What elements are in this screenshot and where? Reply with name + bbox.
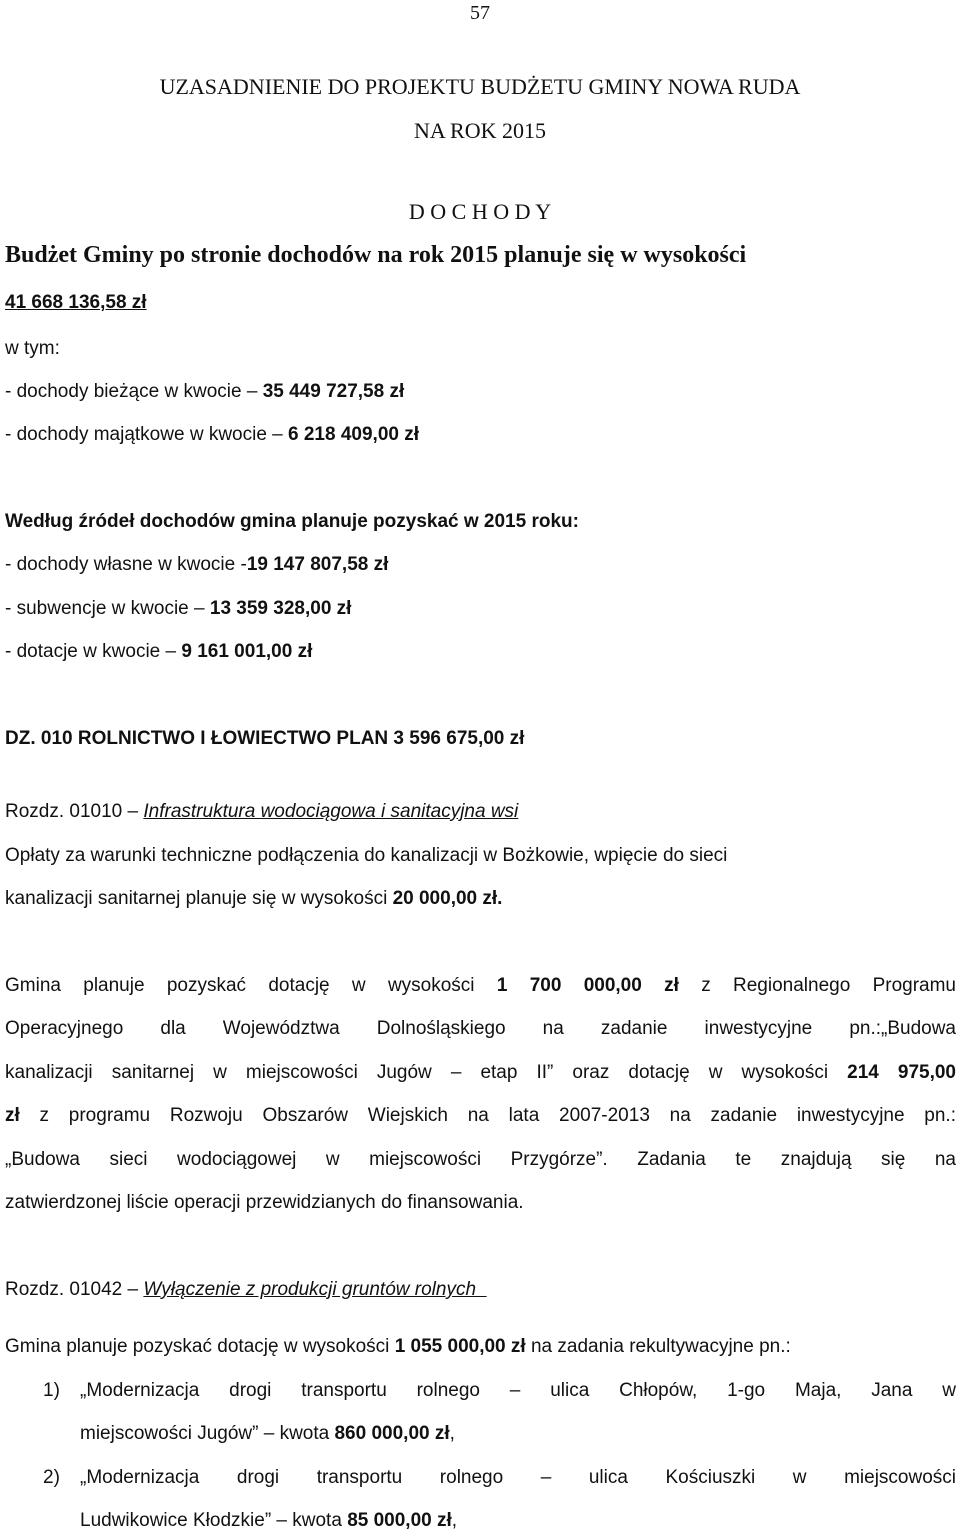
rozdz-01010-prefix: Rozdz. 01010 –: [5, 801, 144, 822]
own-income-label: - dochody własne w kwocie -: [5, 554, 247, 575]
grants-label: - dotacje w kwocie –: [5, 641, 182, 662]
rozdz-01010-heading: [5, 801, 518, 823]
document-title-line1: UZASADNIENIE DO PROJEKTU BUDŻETU GMINY NOWA RUDA: [159, 74, 801, 99]
p2-l4-text: z programu Rozwoju Obszarów Wiejskich na lata 2007-2013 na zadanie inwestycyjne pn.:: [19, 1105, 956, 1126]
capital-income-line: [5, 424, 419, 446]
p2-l3-amount: 214 975,00: [847, 1062, 956, 1083]
subsidies-label: - subwencje w kwocie –: [5, 598, 210, 619]
budget-intro: Budżet Gminy po stronie dochodów na rok 2015 planuje się w wysokości: [5, 242, 747, 268]
capital-income-amount: 6 218 409,00 zł: [288, 424, 420, 445]
paragraph-2-line-1: [5, 975, 956, 997]
w-tym-label: w tym:: [5, 338, 60, 359]
list-item-2-comma: ,: [451, 1510, 458, 1531]
p2-l3-text: kanalizacji sanitarnej w miejscowości Jugów – etap II” oraz dotację w wysokości: [5, 1062, 848, 1083]
paragraph-1-line-1: Opłaty za warunki techniczne podłączenia do kanalizacji w Bożkowie, wpięcie do sieci: [5, 845, 728, 866]
own-income-line: [5, 554, 388, 576]
paragraph-2-line-5: „Budowa sieci wodociągowej w miejscowości Przygórze”. Zadania te znajdują się na: [5, 1149, 956, 1170]
section-heading-dochody: D O C H O D Y: [408, 199, 552, 224]
paragraph-2-line-3: [5, 1062, 956, 1084]
list-item-1-line-1: „Modernizacja drogi transportu rolnego – ulica Chłopów, 1-go Maja, Jana w: [80, 1380, 956, 1401]
grants-amount: 9 161 001,00 zł: [181, 641, 313, 662]
budget-total: 41 668 136,58 zł: [5, 292, 147, 313]
p3-amount: 1 055 000,00 zł: [394, 1336, 526, 1357]
list-item-1-line-2: [80, 1423, 455, 1445]
paragraph-2-line-6: zatwierdzonej liście operacji przewidzianych do finansowania.: [5, 1192, 524, 1213]
p2-l1-amount: 1 700 000,00 zł: [496, 975, 679, 996]
list-item-1-amount: 860 000,00 zł: [334, 1423, 450, 1444]
p2-l1-rest: z Regionalnego Programu: [678, 975, 957, 996]
list-item-2-amount: 85 000,00 zł: [347, 1510, 452, 1531]
paragraph-1-line-2: [5, 888, 502, 910]
paragraph-2-line-4: [5, 1105, 956, 1127]
document-title-line2: NA ROK 2015: [413, 118, 546, 143]
current-income-label: - dochody bieżące w kwocie –: [5, 381, 263, 402]
subsidies-line: [5, 598, 351, 620]
rozdz-01042-title: Wyłączenie z produkcji gruntów rolnych: [143, 1279, 487, 1300]
p1-amount: 20 000,00 zł.: [392, 888, 503, 909]
own-income-amount: 19 147 807,58 zł: [246, 554, 389, 575]
current-income-line: [5, 381, 404, 403]
current-income-amount: 35 449 727,58 zł: [262, 381, 405, 402]
p3-text: Gmina planuje pozyskać dotację w wysokości: [5, 1336, 395, 1357]
subsidies-amount: 13 359 328,00 zł: [209, 598, 352, 619]
p1-text: kanalizacji sanitarnej planuje się w wysokości: [5, 888, 393, 909]
dz-010-heading: DZ. 010 ROLNICTWO I ŁOWIECTWO PLAN 3 596 675,00 zł: [5, 728, 525, 749]
p2-l4-currency: zł: [5, 1105, 20, 1126]
list-item-1-text: miejscowości Jugów” – kwota: [80, 1423, 335, 1444]
p2-l1-text: Gmina planuje pozyskać dotację w wysokości: [5, 975, 497, 996]
list-item-2-line-2: [80, 1510, 457, 1532]
rozdz-01010-title: Infrastruktura wodociągowa i sanitacyjna wsi: [143, 801, 519, 822]
list-item-2-number: 2): [43, 1467, 60, 1488]
list-item-1-number: 1): [43, 1380, 60, 1401]
list-item-2-line-1: „Modernizacja drogi transportu rolnego – ulica Kościuszki w miejscowości: [80, 1467, 956, 1488]
list-item-2-text: Ludwikowice Kłodzkie” – kwota: [80, 1510, 348, 1531]
rozdz-01042-heading: [5, 1279, 487, 1301]
grants-line: [5, 641, 312, 663]
paragraph-3: [5, 1336, 791, 1358]
capital-income-label: - dochody majątkowe w kwocie –: [5, 424, 289, 445]
sources-heading: Według źródeł dochodów gmina planuje pozyskać w 2015 roku:: [5, 511, 579, 532]
p3-rest: na zadania rekultywacyjne pn.:: [525, 1336, 791, 1357]
paragraph-2-line-2: Operacyjnego dla Województwa Dolnośląskiego na zadanie inwestycyjne pn.:„Budowa: [5, 1018, 956, 1039]
page-number: 57: [470, 2, 490, 24]
list-item-1-comma: ,: [449, 1423, 455, 1444]
rozdz-01042-prefix: Rozdz. 01042 –: [5, 1279, 144, 1300]
